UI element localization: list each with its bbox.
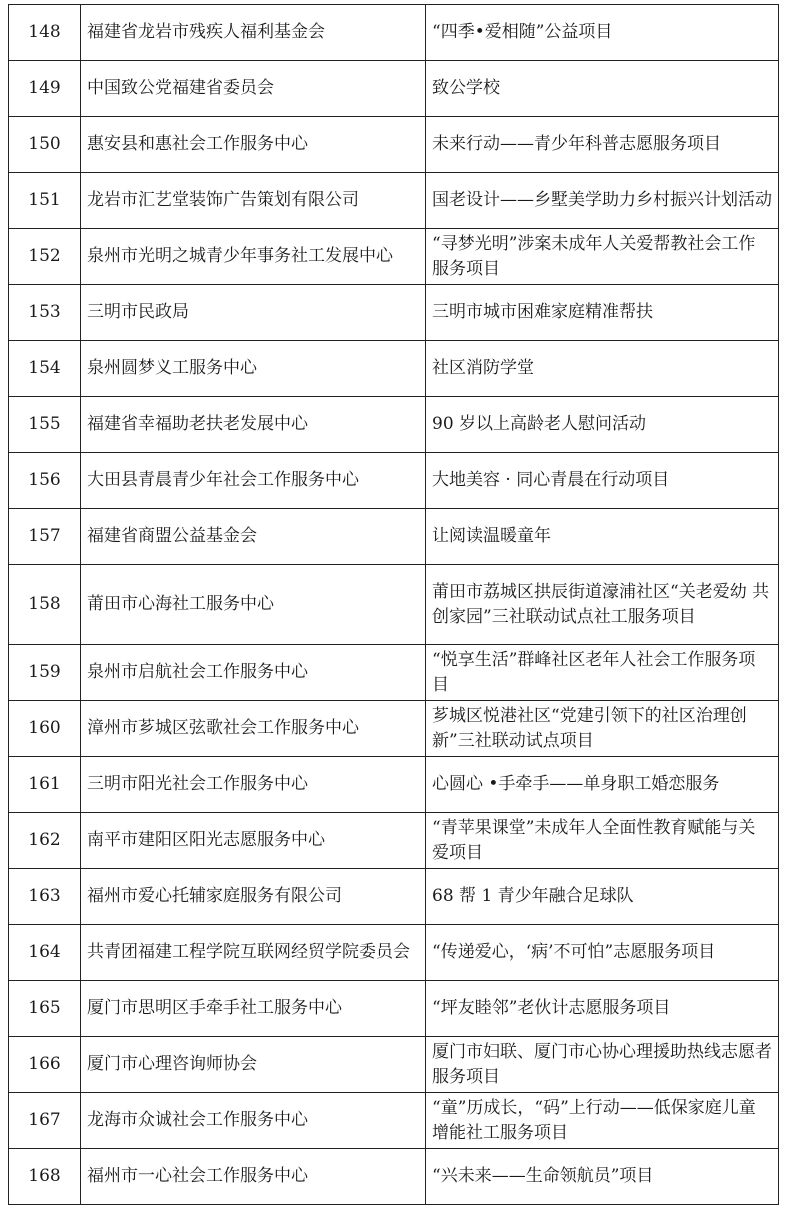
organization-name: 龙海市众诚社会工作服务中心: [81, 1093, 426, 1149]
row-number: 155: [9, 397, 81, 453]
table-row: [9, 397, 779, 453]
table-row: [9, 565, 779, 645]
organization-name: 泉州市光明之城青少年事务社工发展中心: [81, 229, 426, 285]
organization-name: 福州市爱心托辅家庭服务有限公司: [81, 869, 426, 925]
project-name: “青苹果课堂”未成年人全面性教育赋能与关爱项目: [426, 813, 779, 869]
table-row: [9, 981, 779, 1037]
project-name: “四季•爱相随”公益项目: [426, 5, 779, 61]
organization-name: 福州市一心社会工作服务中心: [81, 1149, 426, 1205]
table-row: [9, 645, 779, 701]
organization-name: 福建省商盟公益基金会: [81, 509, 426, 565]
organization-name: 泉州圆梦义工服务中心: [81, 341, 426, 397]
table-row: [9, 869, 779, 925]
organization-name: 南平市建阳区阳光志愿服务中心: [81, 813, 426, 869]
project-name: 大地美容 · 同心青晨在行动项目: [426, 453, 779, 509]
table-row: [9, 925, 779, 981]
organization-name: 共青团福建工程学院互联网经贸学院委员会: [81, 925, 426, 981]
project-name: 致公学校: [426, 61, 779, 117]
row-number: 163: [9, 869, 81, 925]
project-name: “悦享生活”群峰社区老年人社会工作服务项目: [426, 645, 779, 701]
row-number: 156: [9, 453, 81, 509]
table-row: [9, 701, 779, 757]
organization-name: 福建省龙岩市残疾人福利基金会: [81, 5, 426, 61]
project-list-table: [8, 4, 779, 1205]
table-row: [9, 61, 779, 117]
table-row: [9, 1149, 779, 1205]
row-number: 151: [9, 173, 81, 229]
organization-name: 莆田市心海社工服务中心: [81, 565, 426, 645]
row-number: 150: [9, 117, 81, 173]
organization-name: 龙岩市汇艺堂装饰广告策划有限公司: [81, 173, 426, 229]
project-name: “寻梦光明”涉案未成年人关爱帮教社会工作服务项目: [426, 229, 779, 285]
table-row: [9, 453, 779, 509]
project-name: “兴未来——生命领航员”项目: [426, 1149, 779, 1205]
row-number: 154: [9, 341, 81, 397]
project-name: 90 岁以上高龄老人慰问活动: [426, 397, 779, 453]
project-name: 社区消防学堂: [426, 341, 779, 397]
table-row: [9, 1093, 779, 1149]
project-name: 68 帮 1 青少年融合足球队: [426, 869, 779, 925]
table-row: [9, 1037, 779, 1093]
project-name: 莆田市荔城区拱辰街道濠浦社区“关老爱幼 共创家园”三社联动试点社工服务项目: [426, 565, 779, 645]
table-row: [9, 5, 779, 61]
organization-name: 惠安县和惠社会工作服务中心: [81, 117, 426, 173]
table-row: [9, 341, 779, 397]
row-number: 162: [9, 813, 81, 869]
organization-name: 三明市阳光社会工作服务中心: [81, 757, 426, 813]
row-number: 164: [9, 925, 81, 981]
row-number: 158: [9, 565, 81, 645]
project-name: 未来行动——青少年科普志愿服务项目: [426, 117, 779, 173]
project-name: 让阅读温暖童年: [426, 509, 779, 565]
organization-name: 泉州市启航社会工作服务中心: [81, 645, 426, 701]
table-row: [9, 757, 779, 813]
row-number: 160: [9, 701, 81, 757]
table-row: [9, 813, 779, 869]
row-number: 149: [9, 61, 81, 117]
project-name: “坪友睦邻”老伙计志愿服务项目: [426, 981, 779, 1037]
row-number: 152: [9, 229, 81, 285]
project-name: “传递爱心，‘病’不可怕”志愿服务项目: [426, 925, 779, 981]
row-number: 153: [9, 285, 81, 341]
table-row: [9, 229, 779, 285]
organization-name: 大田县青晨青少年社会工作服务中心: [81, 453, 426, 509]
table-row: [9, 117, 779, 173]
organization-name: 漳州市芗城区弦歌社会工作服务中心: [81, 701, 426, 757]
row-number: 159: [9, 645, 81, 701]
table-row: [9, 173, 779, 229]
project-name: 国老设计——乡墅美学助力乡村振兴计划活动: [426, 173, 779, 229]
table-row: [9, 509, 779, 565]
row-number: 157: [9, 509, 81, 565]
organization-name: 中国致公党福建省委员会: [81, 61, 426, 117]
project-name: “童”历成长，“码”上行动——低保家庭儿童增能社工服务项目: [426, 1093, 779, 1149]
row-number: 161: [9, 757, 81, 813]
project-name: 三明市城市困难家庭精准帮扶: [426, 285, 779, 341]
row-number: 148: [9, 5, 81, 61]
row-number: 165: [9, 981, 81, 1037]
organization-name: 三明市民政局: [81, 285, 426, 341]
organization-name: 福建省幸福助老扶老发展中心: [81, 397, 426, 453]
row-number: 167: [9, 1093, 81, 1149]
organization-name: 厦门市心理咨询师协会: [81, 1037, 426, 1093]
organization-name: 厦门市思明区手牵手社工服务中心: [81, 981, 426, 1037]
project-name: 心圆心 •手牵手——单身职工婚恋服务: [426, 757, 779, 813]
project-name: 厦门市妇联、厦门市心协心理援助热线志愿者服务项目: [426, 1037, 779, 1093]
project-name: 芗城区悦港社区“党建引领下的社区治理创新”三社联动试点项目: [426, 701, 779, 757]
table-body: [9, 5, 779, 1205]
table-row: [9, 285, 779, 341]
row-number: 168: [9, 1149, 81, 1205]
row-number: 166: [9, 1037, 81, 1093]
